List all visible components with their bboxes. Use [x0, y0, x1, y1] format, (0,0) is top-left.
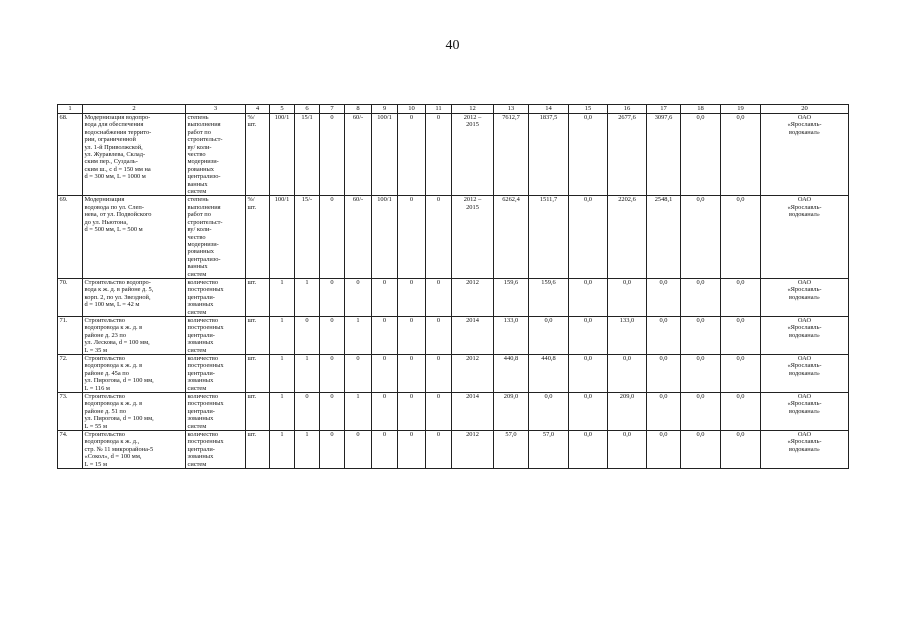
- value-cell-c15: 0,0: [569, 114, 608, 196]
- column-number: 5: [270, 105, 295, 114]
- cell-line: систем: [187, 188, 207, 196]
- value-cell-c18: 0,0: [681, 316, 721, 354]
- cell-line: количество: [187, 393, 219, 401]
- table-row: [58, 196, 849, 278]
- value-cell-c18: 0,0: [681, 114, 721, 196]
- cell-line: степень: [187, 196, 209, 204]
- measure-name: [83, 196, 186, 278]
- cell-line: количество: [187, 431, 219, 439]
- cell-line: централи-: [187, 293, 215, 301]
- value-cell-c15: 0,0: [569, 393, 608, 431]
- cell-line: построенных: [187, 324, 224, 332]
- executor-cell: [761, 196, 849, 278]
- value-cell-c9: 100/1: [372, 114, 398, 196]
- cell-line: централи-: [187, 331, 215, 339]
- unit-cell: [246, 196, 270, 278]
- value-cell-c17: 0,0: [647, 316, 681, 354]
- cell-line: «Ярославль-: [787, 438, 822, 446]
- value-cell-c8: 1: [345, 316, 372, 354]
- cell-line: ОАО: [797, 114, 812, 121]
- cell-line: централизо-: [187, 173, 221, 181]
- value-cell-c6: 0: [295, 316, 320, 354]
- value-cell-c7: 0: [320, 316, 345, 354]
- measure-name: [83, 114, 186, 196]
- value-cell-c18: 0,0: [681, 355, 721, 393]
- value-cell-c19: 0,0: [721, 196, 761, 278]
- value-cell-c13: 133,0: [494, 316, 529, 354]
- cell-line: 2015: [466, 203, 479, 211]
- value-cell-c7: 0: [320, 278, 345, 316]
- executor-cell: [761, 278, 849, 316]
- value-cell-c8: 1: [345, 393, 372, 431]
- cell-line: «Ярославль-: [787, 400, 822, 408]
- cell-line: шт.: [247, 355, 257, 362]
- cell-line: модернизи-: [187, 240, 219, 248]
- indicator-name: [186, 196, 246, 278]
- cell-line: водопровода к ж. д.,: [84, 438, 140, 446]
- cell-line: «Ярославль-: [787, 286, 822, 294]
- value-cell-c8: 0: [345, 278, 372, 316]
- table-row: [58, 114, 849, 196]
- cell-line: систем: [187, 308, 207, 316]
- cell-line: %/: [247, 114, 255, 121]
- cell-line: систем: [187, 422, 207, 430]
- cell-line: районе д. 23 по: [84, 331, 127, 339]
- column-number: 17: [647, 105, 681, 114]
- cell-line: ОАО: [797, 393, 812, 401]
- value-cell-c5: 100/1: [270, 196, 295, 278]
- indicator-name: [186, 114, 246, 196]
- cell-line: водоканал»: [789, 293, 820, 301]
- cell-line: 2014: [466, 393, 479, 401]
- row-number: 71.: [58, 316, 83, 354]
- value-cell-c8: 60/-: [345, 114, 372, 196]
- value-cell-c13: 159,6: [494, 278, 529, 316]
- value-cell-c10: 0: [398, 393, 426, 431]
- cell-line: ванных: [187, 263, 208, 271]
- cell-line: выполнения: [187, 121, 221, 129]
- value-cell-c5: 1: [270, 431, 295, 469]
- cell-line: ул. Пирогова, d = 100 мм,: [84, 377, 154, 385]
- cell-line: районе д. 51 по: [84, 407, 127, 415]
- value-cell-c8: 60/-: [345, 196, 372, 278]
- cell-line: водоканал»: [789, 369, 820, 377]
- cell-line: Строительство: [84, 431, 125, 439]
- cell-line: 2012 –: [463, 196, 482, 204]
- period-cell: [452, 196, 494, 278]
- cell-line: зованных: [187, 415, 214, 423]
- unit-cell: [246, 431, 270, 469]
- value-cell-c17: 0,0: [647, 355, 681, 393]
- column-number: 7: [320, 105, 345, 114]
- cell-line: 2012 –: [463, 114, 482, 121]
- executor-cell: [761, 393, 849, 431]
- column-numbers-row: [58, 105, 849, 114]
- value-cell-c8: 0: [345, 431, 372, 469]
- column-number: 12: [452, 105, 494, 114]
- cell-line: централи-: [187, 369, 215, 377]
- row-number: 74.: [58, 431, 83, 469]
- cell-line: d = 500 мм, L = 500 м: [84, 226, 143, 234]
- value-cell-c19: 0,0: [721, 316, 761, 354]
- column-number: 11: [426, 105, 452, 114]
- value-cell-c18: 0,0: [681, 196, 721, 278]
- cell-line: L = 55 м: [84, 422, 107, 430]
- value-cell-c10: 0: [398, 316, 426, 354]
- value-cell-c7: 0: [320, 114, 345, 196]
- value-cell-c17: 2548,1: [647, 196, 681, 278]
- cell-line: «Ярославль-: [787, 362, 822, 370]
- value-cell-c14: 0,0: [529, 316, 569, 354]
- value-cell-c9: 100/1: [372, 196, 398, 278]
- value-cell-c11: 0: [426, 355, 452, 393]
- value-cell-c14: 159,6: [529, 278, 569, 316]
- cell-line: построенных: [187, 400, 224, 408]
- value-cell-c17: 0,0: [647, 393, 681, 431]
- column-number: 2: [83, 105, 186, 114]
- value-cell-c7: 0: [320, 431, 345, 469]
- cell-line: модернизи-: [187, 158, 219, 166]
- cell-line: водопровода к ж. д. в: [84, 362, 143, 370]
- value-cell-c10: 0: [398, 196, 426, 278]
- value-cell-c14: 1837,5: [529, 114, 569, 196]
- cell-line: 2015: [466, 121, 479, 129]
- value-cell-c13: 7612,7: [494, 114, 529, 196]
- period-cell: [452, 355, 494, 393]
- cell-line: строительст-: [187, 218, 223, 226]
- measure-name: [83, 278, 186, 316]
- cell-line: нева, от ул. Подвойского: [84, 211, 152, 219]
- cell-line: водоканал»: [789, 445, 820, 453]
- value-cell-c5: 1: [270, 316, 295, 354]
- value-cell-c6: 1: [295, 431, 320, 469]
- cell-line: ванных: [187, 180, 208, 188]
- value-cell-c14: 57,0: [529, 431, 569, 469]
- value-cell-c14: 1511,7: [529, 196, 569, 278]
- cell-line: шт.: [247, 203, 257, 211]
- value-cell-c9: 0: [372, 278, 398, 316]
- value-cell-c11: 0: [426, 316, 452, 354]
- cell-line: ул. Журавлева, Склад-: [84, 151, 146, 159]
- cell-line: систем: [187, 460, 207, 468]
- cell-line: d = 100 мм, L = 42 м: [84, 301, 140, 309]
- unit-cell: [246, 316, 270, 354]
- column-number: 8: [345, 105, 372, 114]
- value-cell-c6: 0: [295, 393, 320, 431]
- value-cell-c11: 0: [426, 278, 452, 316]
- value-cell-c15: 0,0: [569, 355, 608, 393]
- unit-cell: [246, 114, 270, 196]
- row-number: 73.: [58, 393, 83, 431]
- cell-line: водоканал»: [789, 128, 820, 136]
- value-cell-c10: 0: [398, 431, 426, 469]
- indicator-name: [186, 355, 246, 393]
- value-cell-c6: 1: [295, 355, 320, 393]
- column-number: 15: [569, 105, 608, 114]
- cell-line: шт.: [247, 393, 257, 401]
- value-cell-c8: 0: [345, 355, 372, 393]
- cell-line: «Сокол», d = 100 мм,: [84, 453, 142, 461]
- cell-line: Модернизация: [84, 196, 125, 204]
- cell-line: ул. Пирогова, d = 100 мм,: [84, 415, 154, 423]
- table-row: [58, 316, 849, 354]
- cell-line: построенных: [187, 362, 224, 370]
- cell-line: L = 116 м: [84, 384, 110, 392]
- column-number: 13: [494, 105, 529, 114]
- value-cell-c6: 15/-: [295, 196, 320, 278]
- cell-line: ОАО: [797, 196, 812, 204]
- cell-line: Строительство: [84, 316, 125, 324]
- period-cell: [452, 114, 494, 196]
- cell-line: d = 300 мм, L = 1000 м: [84, 173, 146, 181]
- cell-line: рии, ограниченной: [84, 136, 136, 144]
- indicator-name: [186, 316, 246, 354]
- cell-line: шт.: [247, 278, 257, 286]
- value-cell-c16: 0,0: [608, 278, 647, 316]
- value-cell-c11: 0: [426, 114, 452, 196]
- value-cell-c15: 0,0: [569, 278, 608, 316]
- cell-line: ву/ коли-: [187, 226, 212, 234]
- value-cell-c15: 0,0: [569, 431, 608, 469]
- value-cell-c13: 6262,4: [494, 196, 529, 278]
- value-cell-c17: 0,0: [647, 278, 681, 316]
- cell-line: водовода по ул. Слеп-: [84, 203, 144, 211]
- cell-line: шт.: [247, 431, 257, 439]
- value-cell-c5: 1: [270, 278, 295, 316]
- unit-cell: [246, 393, 270, 431]
- column-number: 1: [58, 105, 83, 114]
- cell-line: 2014: [466, 316, 479, 324]
- cell-line: централи-: [187, 407, 215, 415]
- cell-line: систем: [187, 270, 207, 278]
- cell-line: вода к ж. д. в районе д. 5,: [84, 286, 154, 294]
- value-cell-c19: 0,0: [721, 114, 761, 196]
- value-cell-c14: 440,8: [529, 355, 569, 393]
- value-cell-c16: 2202,6: [608, 196, 647, 278]
- cell-line: 2012: [466, 278, 479, 286]
- value-cell-c13: 57,0: [494, 431, 529, 469]
- value-cell-c5: 100/1: [270, 114, 295, 196]
- row-number: 69.: [58, 196, 83, 278]
- column-number: 3: [186, 105, 246, 114]
- executor-cell: [761, 114, 849, 196]
- measure-name: [83, 316, 186, 354]
- value-cell-c14: 0,0: [529, 393, 569, 431]
- cell-line: ОАО: [797, 278, 812, 286]
- value-cell-c6: 1: [295, 278, 320, 316]
- value-cell-c15: 0,0: [569, 316, 608, 354]
- cell-line: корп. 2, по ул. Звездной,: [84, 293, 151, 301]
- value-cell-c19: 0,0: [721, 393, 761, 431]
- column-number: 6: [295, 105, 320, 114]
- value-cell-c16: 209,0: [608, 393, 647, 431]
- value-cell-c17: 3097,6: [647, 114, 681, 196]
- value-cell-c6: 15/1: [295, 114, 320, 196]
- cell-line: зованных: [187, 339, 214, 347]
- indicator-name: [186, 278, 246, 316]
- value-cell-c17: 0,0: [647, 431, 681, 469]
- executor-cell: [761, 355, 849, 393]
- cell-line: строительст-: [187, 136, 223, 144]
- period-cell: [452, 316, 494, 354]
- column-number: 10: [398, 105, 426, 114]
- unit-cell: [246, 278, 270, 316]
- value-cell-c18: 0,0: [681, 278, 721, 316]
- cell-line: ОАО: [797, 316, 812, 324]
- cell-line: стр. № 11 микрорайона-5: [84, 445, 154, 453]
- cell-line: ОАО: [797, 431, 812, 439]
- program-table: [57, 104, 849, 469]
- cell-line: работ по: [187, 211, 211, 219]
- cell-line: Строительство водопро-: [84, 278, 151, 286]
- cell-line: построенных: [187, 438, 224, 446]
- cell-line: 2012: [466, 355, 479, 362]
- value-cell-c18: 0,0: [681, 393, 721, 431]
- table-row: [58, 431, 849, 469]
- cell-line: ским пер., Суздаль-: [84, 158, 138, 166]
- cell-line: чество: [187, 151, 206, 159]
- unit-cell: [246, 355, 270, 393]
- period-cell: [452, 278, 494, 316]
- value-cell-c10: 0: [398, 114, 426, 196]
- cell-line: 2012: [466, 431, 479, 439]
- value-cell-c9: 0: [372, 355, 398, 393]
- value-cell-c15: 0,0: [569, 196, 608, 278]
- measure-name: [83, 355, 186, 393]
- cell-line: L = 15 м: [84, 460, 107, 468]
- value-cell-c10: 0: [398, 355, 426, 393]
- cell-line: ским ш., с d = 150 мм на: [84, 165, 151, 173]
- cell-line: чество: [187, 233, 206, 241]
- cell-line: степень: [187, 114, 209, 121]
- cell-line: водопровода к ж. д. в: [84, 324, 143, 332]
- cell-line: количество: [187, 278, 219, 286]
- indicator-name: [186, 431, 246, 469]
- executor-cell: [761, 431, 849, 469]
- cell-line: централизо-: [187, 255, 221, 263]
- cell-line: до ул. Ньютона,: [84, 218, 128, 226]
- value-cell-c11: 0: [426, 196, 452, 278]
- cell-line: районе д. 45а по: [84, 369, 129, 377]
- value-cell-c11: 0: [426, 431, 452, 469]
- column-number: 14: [529, 105, 569, 114]
- cell-line: водоснабжения террито-: [84, 128, 152, 136]
- cell-line: рованных: [187, 248, 214, 256]
- value-cell-c16: 0,0: [608, 355, 647, 393]
- cell-line: ву/ коли-: [187, 143, 212, 151]
- value-cell-c16: 0,0: [608, 431, 647, 469]
- cell-line: L = 35 м: [84, 346, 107, 354]
- column-number: 18: [681, 105, 721, 114]
- cell-line: выполнения: [187, 203, 221, 211]
- cell-line: %/: [247, 196, 255, 204]
- column-number: 20: [761, 105, 849, 114]
- cell-line: водоканал»: [789, 331, 820, 339]
- value-cell-c13: 209,0: [494, 393, 529, 431]
- row-number: 68.: [58, 114, 83, 196]
- value-cell-c13: 440,8: [494, 355, 529, 393]
- value-cell-c16: 133,0: [608, 316, 647, 354]
- column-number: 4: [246, 105, 270, 114]
- cell-line: количество: [187, 355, 219, 362]
- value-cell-c9: 0: [372, 393, 398, 431]
- value-cell-c11: 0: [426, 393, 452, 431]
- value-cell-c9: 0: [372, 316, 398, 354]
- cell-line: систем: [187, 384, 207, 392]
- value-cell-c18: 0,0: [681, 431, 721, 469]
- table-row: [58, 393, 849, 431]
- cell-line: «Ярославль-: [787, 324, 822, 332]
- cell-line: зованных: [187, 301, 214, 309]
- cell-line: централи-: [187, 445, 215, 453]
- column-number: 19: [721, 105, 761, 114]
- period-cell: [452, 393, 494, 431]
- measure-name: [83, 393, 186, 431]
- row-number: 72.: [58, 355, 83, 393]
- cell-line: шт.: [247, 316, 257, 324]
- cell-line: Модернизация водопро-: [84, 114, 151, 121]
- value-cell-c5: 1: [270, 355, 295, 393]
- cell-line: «Ярославль-: [787, 121, 822, 129]
- indicator-name: [186, 393, 246, 431]
- table-row: [58, 355, 849, 393]
- executor-cell: [761, 316, 849, 354]
- measure-name: [83, 431, 186, 469]
- cell-line: вода для обеспечения: [84, 121, 144, 129]
- row-number: 70.: [58, 278, 83, 316]
- value-cell-c9: 0: [372, 431, 398, 469]
- column-number: 16: [608, 105, 647, 114]
- value-cell-c7: 0: [320, 196, 345, 278]
- cell-line: работ по: [187, 128, 211, 136]
- cell-line: количество: [187, 316, 219, 324]
- cell-line: Строительство: [84, 355, 125, 362]
- cell-line: шт.: [247, 121, 257, 129]
- cell-line: водоканал»: [789, 211, 820, 219]
- cell-line: Строительство: [84, 393, 125, 401]
- value-cell-c19: 0,0: [721, 431, 761, 469]
- period-cell: [452, 431, 494, 469]
- value-cell-c19: 0,0: [721, 355, 761, 393]
- value-cell-c7: 0: [320, 355, 345, 393]
- cell-line: «Ярославль-: [787, 203, 822, 211]
- cell-line: рованных: [187, 165, 214, 173]
- cell-line: зованных: [187, 377, 214, 385]
- value-cell-c16: 2677,6: [608, 114, 647, 196]
- value-cell-c10: 0: [398, 278, 426, 316]
- cell-line: ул. 1-й Приволжской,: [84, 143, 143, 151]
- table-row: [58, 278, 849, 316]
- column-number: 9: [372, 105, 398, 114]
- cell-line: зованных: [187, 453, 214, 461]
- cell-line: построенных: [187, 286, 224, 294]
- cell-line: систем: [187, 346, 207, 354]
- value-cell-c7: 0: [320, 393, 345, 431]
- cell-line: водопровода к ж. д. в: [84, 400, 143, 408]
- value-cell-c5: 1: [270, 393, 295, 431]
- value-cell-c19: 0,0: [721, 278, 761, 316]
- cell-line: ул. Лескова, d = 100 мм,: [84, 339, 150, 347]
- page-number: 40: [445, 38, 460, 53]
- cell-line: водоканал»: [789, 407, 820, 415]
- cell-line: ОАО: [797, 355, 812, 362]
